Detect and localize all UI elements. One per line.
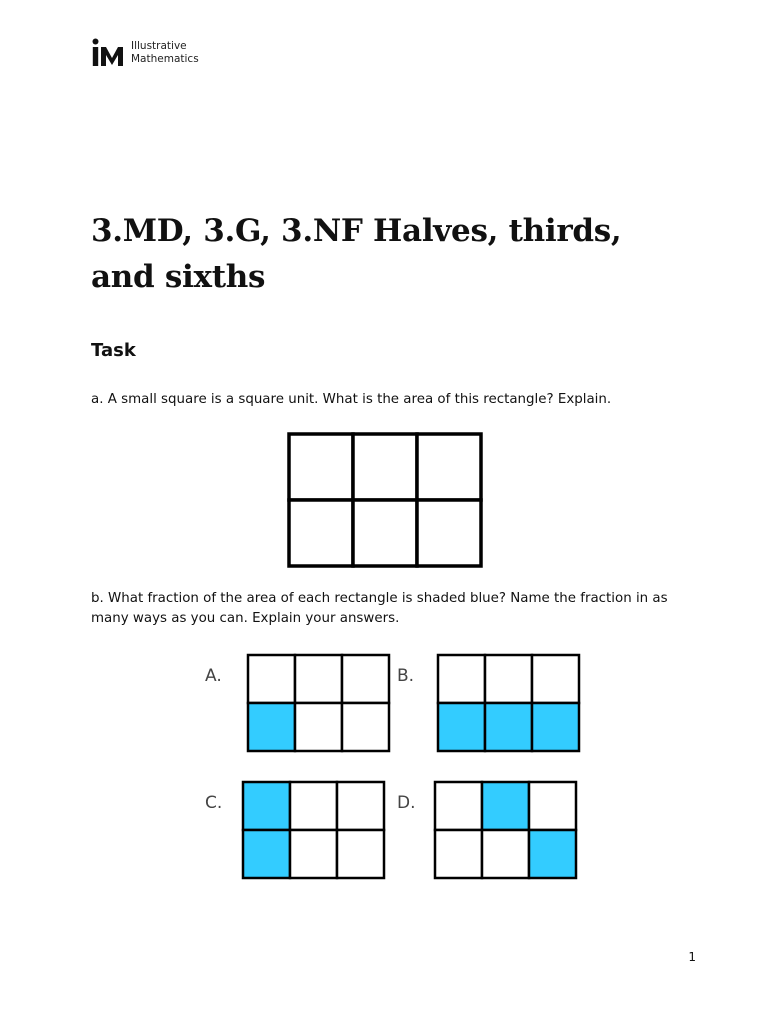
- rectangle-a-cell-r0-c1: [295, 655, 342, 703]
- rectangle-d-cell-r0-c1-shaded: [482, 782, 529, 830]
- rectangle-c-cell-r0-c2: [337, 782, 384, 830]
- rectangle-label-d-wrap: [397, 790, 427, 814]
- rectangle-b-cell-r0-c2: [532, 655, 579, 703]
- rectangle-label-c: C.: [205, 793, 223, 813]
- page-number: 1: [688, 950, 696, 964]
- rectangle-a-cell-r0-c0: [248, 655, 295, 703]
- rectangle-d-cell-r0-c0: [435, 782, 482, 830]
- rectangle-c-cell-r0-c1: [290, 782, 337, 830]
- rectangle-d-grid: [435, 782, 576, 878]
- rectangle-b-cell-r0-c1: [485, 655, 532, 703]
- illustrative-mathematics-logo-icon: [91, 38, 127, 68]
- rectangle-c-cell-r1-c1: [290, 830, 337, 878]
- rectangle-b-grid: [438, 655, 579, 751]
- rectangle-d-cell-r1-c2-shaded: [529, 830, 576, 878]
- rectangle-c-cell-r1-c0-shaded: [243, 830, 290, 878]
- rectangle-c-cell-r1-c2: [337, 830, 384, 878]
- rectangle-b-cell-r1-c2-shaded: [532, 703, 579, 751]
- rectangle-d-cell-r0-c2: [529, 782, 576, 830]
- area-grid-cell-r0-c2: [417, 434, 481, 500]
- rectangle-a-grid: [248, 655, 389, 751]
- rectangle-d-cell-r1-c1: [482, 830, 529, 878]
- rectangle-label-a-wrap: [205, 663, 235, 687]
- area-grid-cell-r0-c1: [353, 434, 417, 500]
- section-heading-task: Task: [91, 340, 136, 361]
- part-b-question: b. What fraction of the area of each rectangle is shaded blue? Name the fraction in as many ways as you can. Explain your answers.: [91, 591, 668, 626]
- area-grid-cell-r1-c1: [353, 500, 417, 566]
- page-title: 3.MD, 3.G, 3.NF Halves, thirds, and sixths: [91, 213, 622, 295]
- rectangle-label-a: A.: [205, 666, 222, 686]
- rectangle-b-cell-r1-c1-shaded: [485, 703, 532, 751]
- rectangle-d-cell-r1-c0: [435, 830, 482, 878]
- im-logo: [91, 38, 199, 68]
- area-rectangle-grid: [289, 434, 481, 566]
- rectangle-a-cell-r1-c2: [342, 703, 389, 751]
- area-grid-cell-r1-c2: [417, 500, 481, 566]
- rectangle-label-d: D.: [397, 793, 416, 813]
- rectangle-a-cell-r0-c2: [342, 655, 389, 703]
- rectangle-label-b-wrap: [397, 663, 427, 687]
- area-grid-cell-r0-c0: [289, 434, 353, 500]
- rectangle-a-cell-r1-c0-shaded: [248, 703, 295, 751]
- rectangle-label-c-wrap: [205, 790, 235, 814]
- part-a-question: a. A small square is a square unit. What is the area of this rectangle? Explain.: [91, 392, 612, 407]
- rectangle-label-b: B.: [397, 666, 415, 686]
- rectangle-b-cell-r1-c0-shaded: [438, 703, 485, 751]
- rectangle-a-cell-r1-c1: [295, 703, 342, 751]
- rectangle-b-cell-r0-c0: [438, 655, 485, 703]
- rectangle-c-cell-r0-c0-shaded: [243, 782, 290, 830]
- logo-line-2: Mathematics: [131, 53, 199, 65]
- logo-line-1: Illustrative: [131, 40, 187, 52]
- logo-wordmark: [131, 40, 199, 66]
- area-grid-cell-r1-c0: [289, 500, 353, 566]
- rectangle-c-grid: [243, 782, 384, 878]
